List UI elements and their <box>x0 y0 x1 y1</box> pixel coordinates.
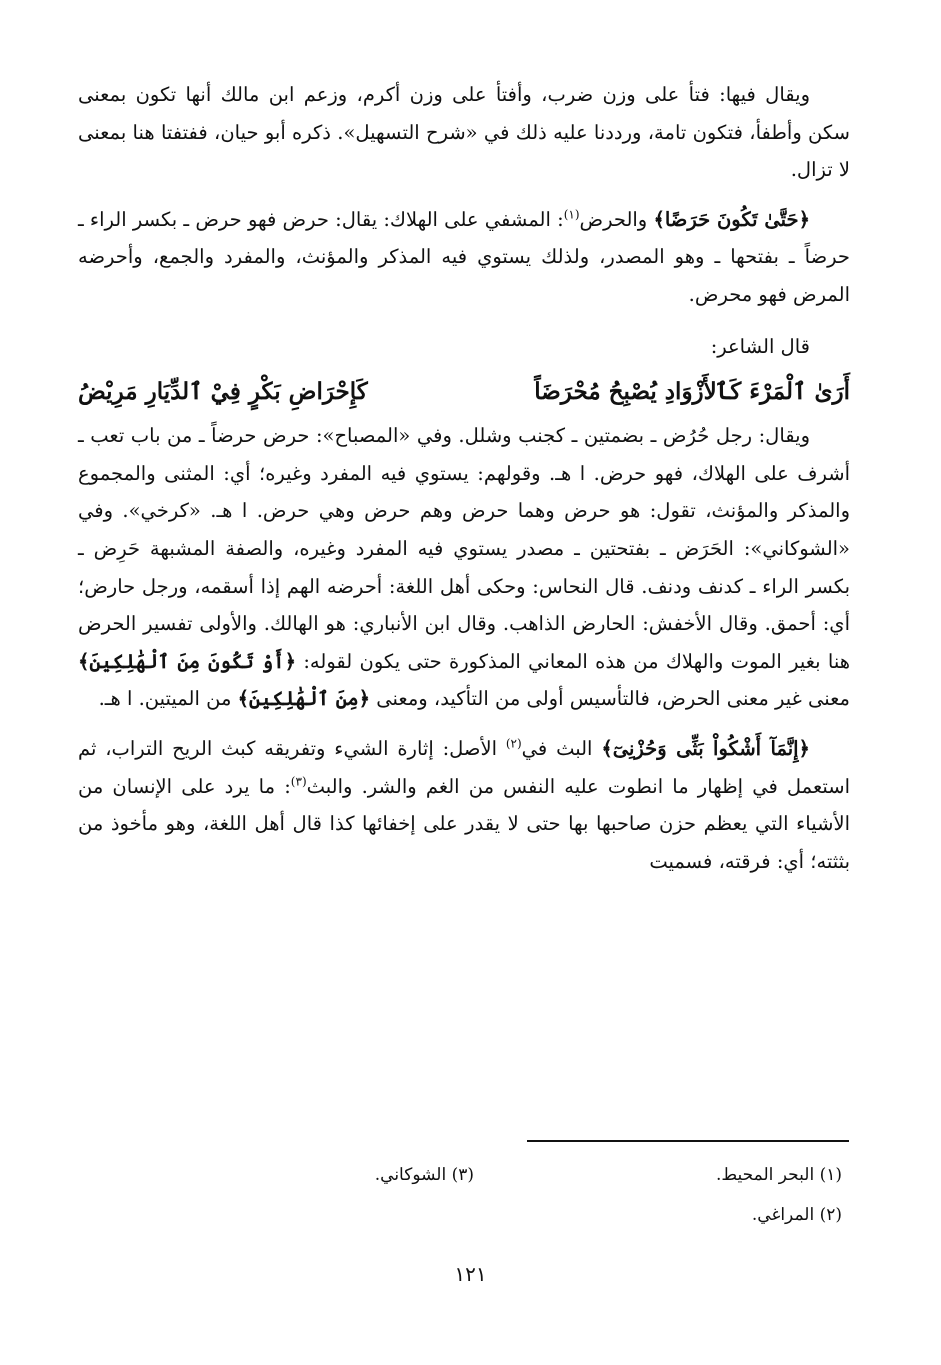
footnote-row <box>78 1195 850 1235</box>
quran-quote: ﴿حَتَّىٰ تَكُونَ حَرَضًا﴾ <box>653 207 810 231</box>
poet-heading: قال الشاعر: <box>710 334 810 358</box>
paragraph-text: : المشفي على الهلاك: يقال: حرض فهو حرض ـ بكسر الراء ـ حرضاً ـ بفتحها ـ وهو المصدر، ولذلك يستوي فيه المذكر والمؤنث، والمفرد والجمع، وأحرضه المرض فهو محرض. <box>78 207 850 306</box>
paragraph-text: البث في <box>521 736 602 760</box>
paragraph-text: من الميتين. ا هـ. <box>98 687 238 711</box>
footnote-2: (٢) المراغي. <box>751 1205 842 1225</box>
footnote-ref: (٢) <box>505 736 522 751</box>
paragraph-text: معنى غير معنى الحرض، فالتأسيس أولى من التأكيد، ومعنى <box>370 687 850 711</box>
footnotes <box>78 1155 850 1235</box>
footnote-ref: (٣) <box>290 774 307 788</box>
paragraph-text: والحرض <box>579 207 654 231</box>
paragraph-4 <box>78 730 850 880</box>
paragraph-1: ويقال فيها: فتأ على وزن ضرب، وأفتأ على وزن أكرم، وزعم ابن مالك أنها تكون بمعنى سكن وأطفأ، فتكون تامة، ورددنا عليه ذلك في «شرح التسهيل». ذكره أبو حيان، ففتفتا هنا بمعنى لا تزال. <box>78 83 850 182</box>
quran-quote: ﴿مِنَ ٱلْهَٰلِكِينَ﴾ <box>237 687 371 711</box>
paragraph-2 <box>78 201 850 314</box>
verse-first-hemistich: أَرَىٰ ٱلْمَرْءَ كَٱلأَزْوَادِ يُصْبِحُ مُحْرَضَاً <box>534 378 850 406</box>
paragraph-text: الأصل: إثارة الشيء وتفريقه كبث الريح التراب، ثم استعمل في إظهار ما انطوت عليه النفس من الغم والشر. والبث <box>78 736 851 798</box>
paragraph-3 <box>78 417 850 718</box>
footnote-1: (١) البحر المحيط. <box>716 1165 842 1185</box>
page-body <box>78 76 850 880</box>
page-number: ١٢١ <box>454 1262 487 1286</box>
footnote-3: (٣) الشوكاني. <box>374 1165 474 1185</box>
verse-second-hemistich: كَإِحْرَاضِ بَكْرٍ فِيْ ٱلدِّيَارِ مَرِيْضُ <box>78 378 368 406</box>
footnote-row <box>78 1155 850 1195</box>
quran-quote: ﴿إِنَّمَآ أَشْكُواْ بَثِّى وَحُزْنِىٓ﴾ <box>601 736 810 760</box>
quran-quote: ﴿أَوْ تَكُونَ مِنَ ٱلْهَٰلِكِينَ﴾ <box>78 649 297 673</box>
footnote-ref: (١) <box>563 207 580 222</box>
paragraph-text: ويقال: رجل حُرُض ـ بضمتين ـ كجنب وشلل. وفي «المصباح»: حرض حرضاً ـ من باب تعب ـ أشرف على الهلاك، فهو حرض. ا هـ. وقولهم: يستوي فيه المفرد وغيره؛ أي: المثنى والمجموع والمذكر والمؤنث، تقول: هو حرض وهما حرض وهم حرض وهي حرض. ا هـ. «كرخي». وفي «الشوكاني»: الحَرَض ـ بفتحتين ـ مصدر يستوي فيه المفرد وغيره، والصفة المشبهة حَرِض ـ بكسر الراء ـ كدنف ودنف. قال النحاس: وحكى أهل اللغة: أحرضه الهم إذا أسقمه، ورجل حارض؛ أي: أحمق. وقال الأخفش: الحارض الذاهب. وقال ابن الأنباري: هو الهالك. والأولى تفسير الحرض هنا بغير الموت والهلاك من هذه المعاني المذكورة حتى يكون لقوله: <box>78 424 850 673</box>
footnote-divider <box>527 1140 849 1142</box>
paragraph-text: : ما يرد على الإنسان من الأشياء التي يعظم حزن صاحبها بها حتى لا يقدر على إخفائها كذا قال أهل اللغة، وهو مأخوذ من بثثته؛ أي: فرقته، فسميت <box>78 774 850 873</box>
poem-verse <box>78 369 850 415</box>
